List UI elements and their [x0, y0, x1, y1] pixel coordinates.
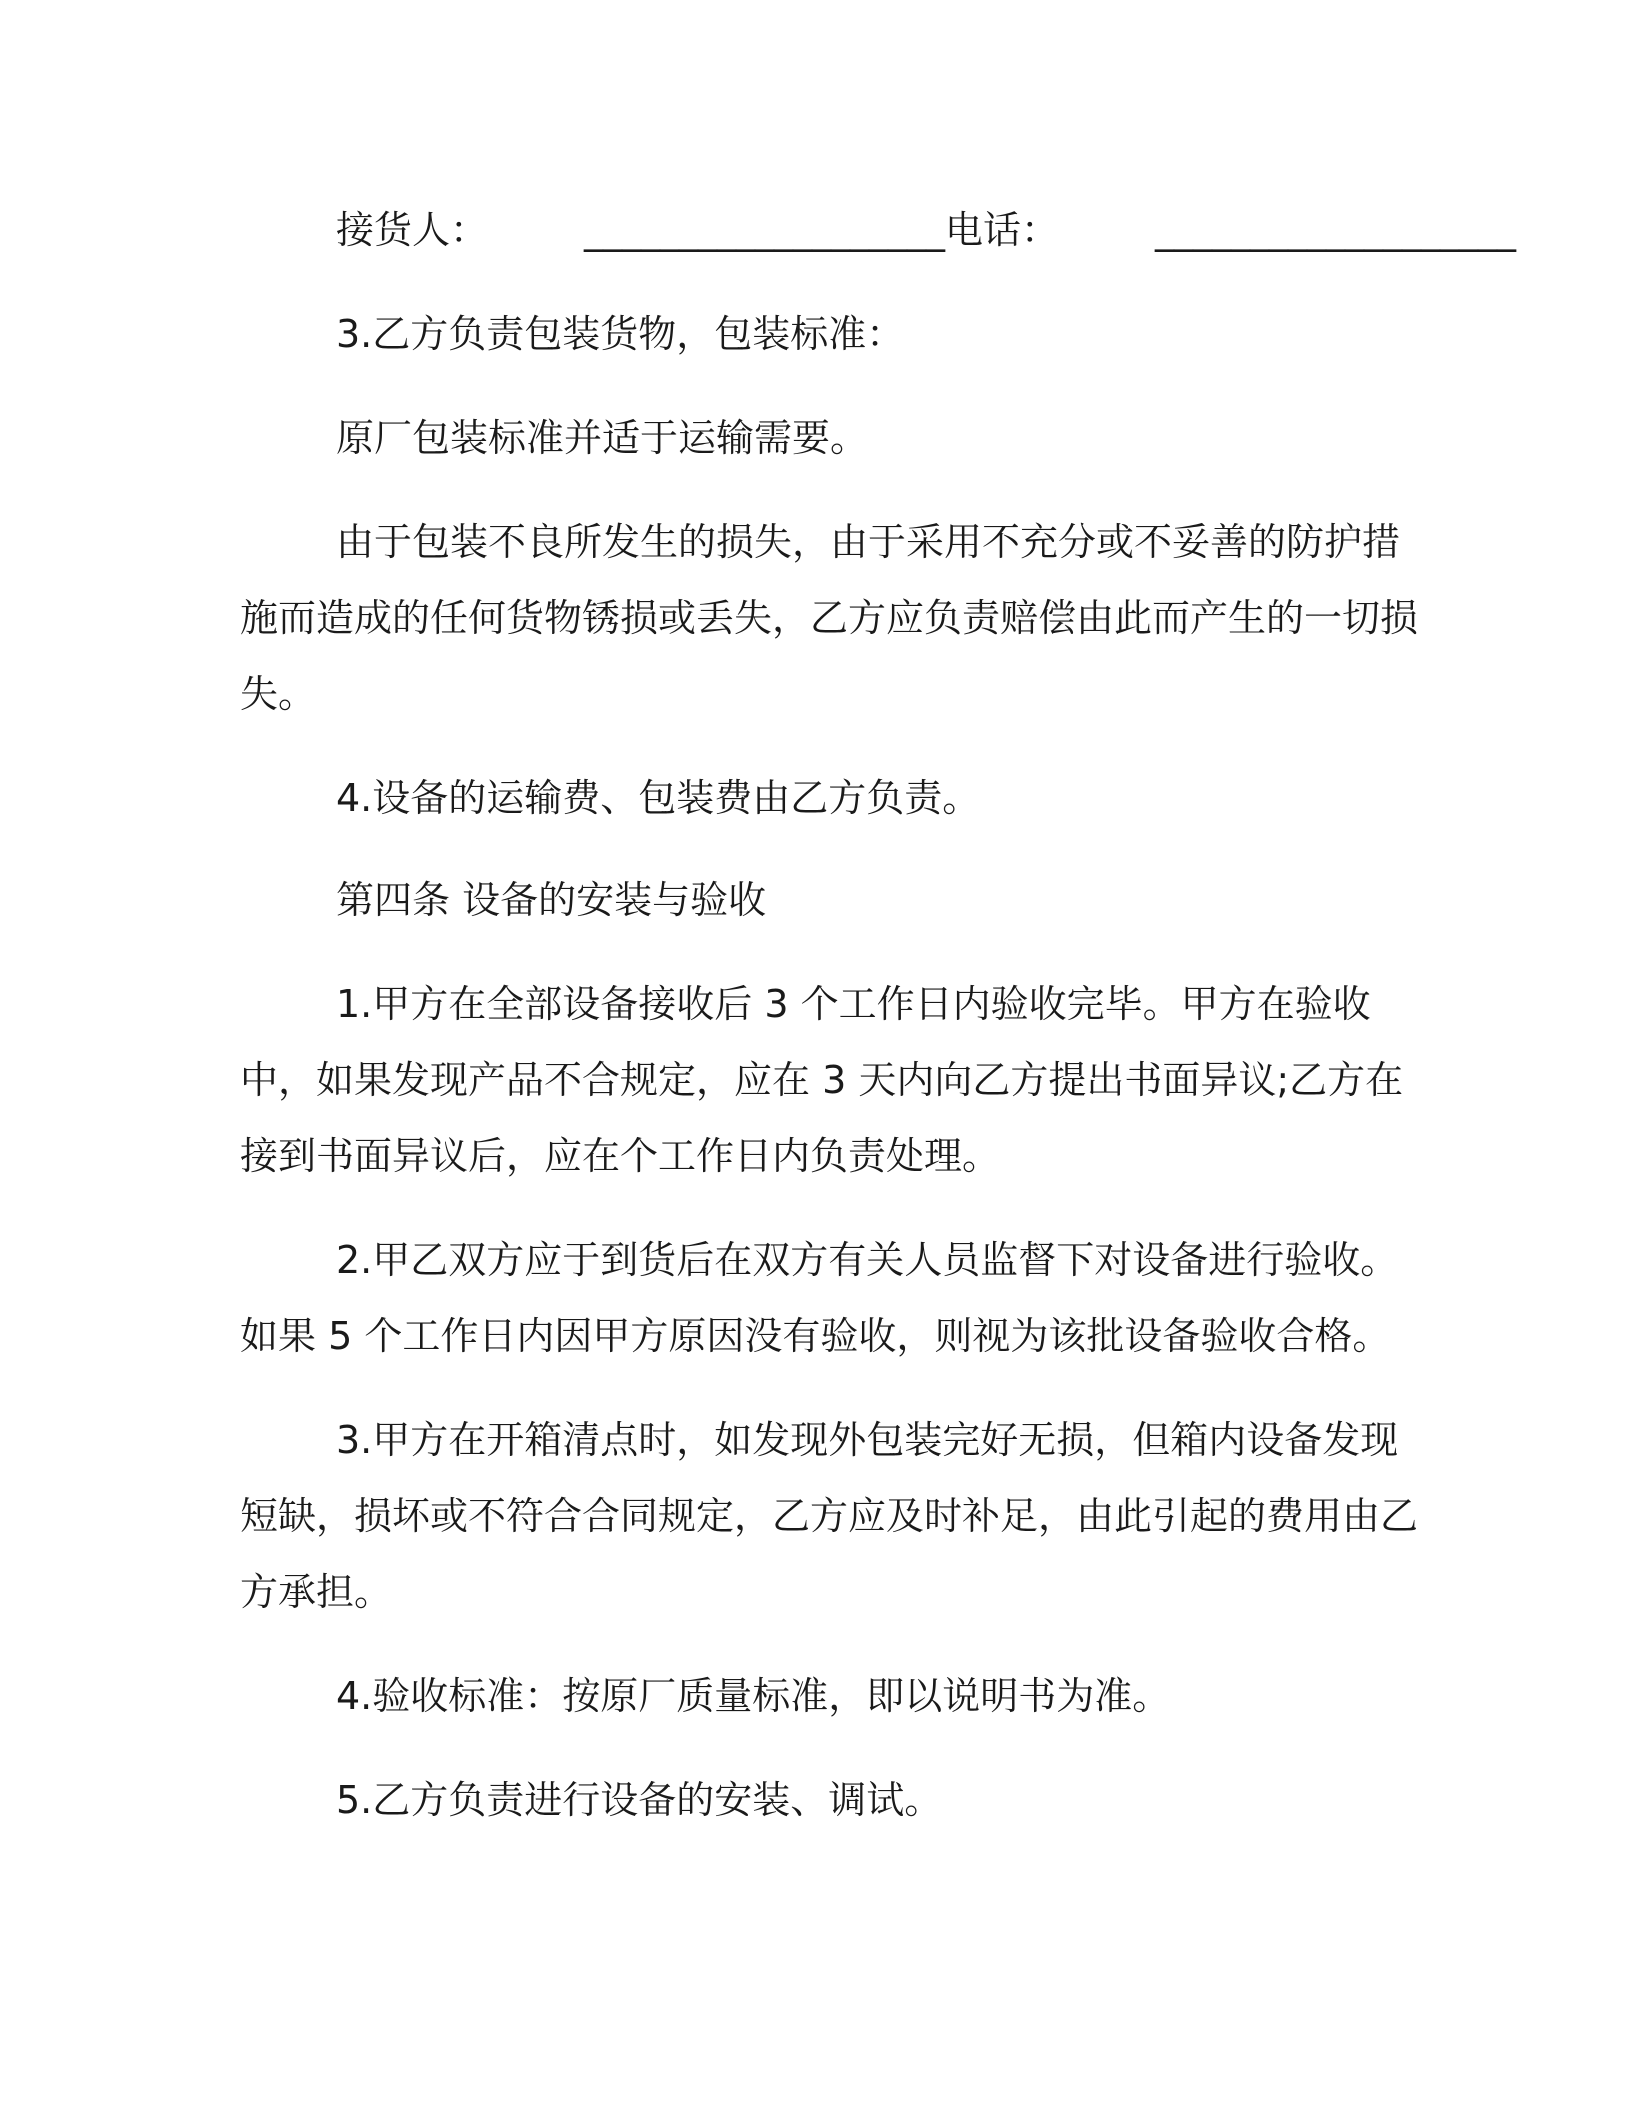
consignee-blank: ___________________: [584, 208, 946, 252]
paragraph-packaging-standard: 原厂包装标准并适于运输需要。: [336, 416, 869, 460]
paragraph-shipping-cost: 4.设备的运输费、包装费由乙方负责。: [336, 776, 981, 820]
section-heading: 第四条 设备的安装与验收: [336, 878, 767, 922]
consignee-line: [240, 192, 1517, 268]
paragraph-installation: 5.乙方负责进行设备的安装、调试。: [336, 1778, 943, 1822]
phone-label: 电话：: [945, 208, 1060, 252]
document-body: [240, 192, 1517, 1838]
paragraph-acceptance-3: 3.甲方在开箱清点时，如发现外包装完好无损，但箱内设备发现短缺，损坏或不符合合同规定，乙方应及时补足，由此引起的费用由乙方承担。: [240, 1418, 1419, 1614]
paragraph-packaging-clause: 3.乙方负责包装货物，包装标准：: [336, 312, 905, 356]
paragraph-acceptance-2: 2.甲乙双方应于到货后在双方有关人员监督下对设备进行验收。如果 5 个工作日内因甲方原因没有验收，则视为该批设备验收合格。: [240, 1238, 1399, 1358]
phone-blank: ___________________: [1155, 208, 1517, 252]
consignee-label: 接货人：: [336, 208, 489, 252]
paragraph-acceptance-standard: 4.验收标准：按原厂质量标准，即以说明书为准。: [336, 1674, 1171, 1718]
paragraph-acceptance-1: 1.甲方在全部设备接收后 3 个工作日内验收完毕。甲方在验收中，如果发现产品不合规定，应在 3 天内向乙方提出书面异议;乙方在接到书面异议后，应在个工作日内负责处理。: [240, 982, 1404, 1178]
paragraph-packaging-loss: 由于包装不良所发生的损失，由于采用不充分或不妥善的防护措施而造成的任何货物锈损或丢失，乙方应负责赔偿由此而产生的一切损失。: [240, 520, 1419, 716]
